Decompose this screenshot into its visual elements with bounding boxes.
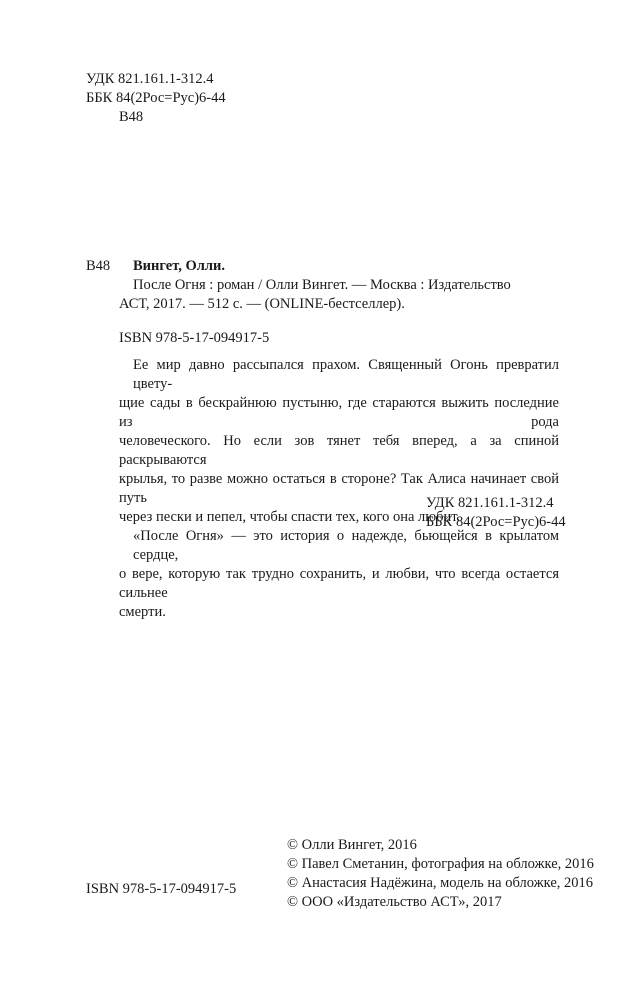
top-udk: УДК 821.161.1-312.4 — [86, 71, 214, 87]
annotation-p2-line: смерти. — [119, 604, 166, 620]
copyright-line: © Анастасия Надёжина, модель на обложке, 2016 — [287, 875, 594, 891]
record-author: Вингет, Олли. — [133, 258, 226, 274]
copyright-block — [287, 836, 594, 912]
copyright-line: © Павел Сметанин, фотография на обложке, 2016 — [287, 856, 594, 872]
annotation-p1-line: Ее мир давно рассыпался прахом. Священный Огонь превратил цвету- — [133, 357, 559, 392]
annotation-p1-line: человеческого. Но если зов тянет тебя вперед, а за спиной раскрываются — [119, 433, 559, 468]
copyright-line: © ООО «Издательство АСТ», 2017 — [287, 894, 502, 910]
record-title-line-2: АСТ, 2017. — 512 с. — (ONLINE-бестселлер). — [119, 296, 405, 312]
copyright-line: © Олли Вингет, 2016 — [287, 837, 417, 853]
bottom-codes — [426, 494, 566, 532]
top-bbk: ББК 84(2Рос=Рус)6-44 — [86, 90, 226, 106]
top-codes — [86, 70, 226, 127]
record-title-line-1: После Огня : роман / Олли Вингет. — Москва : Издательство — [133, 277, 511, 293]
footer-isbn: ISBN 978-5-17-094917-5 — [86, 881, 237, 897]
annotation-p1-line: щие сады в бескрайнюю пустыню, где стараются выжить последние из рода — [119, 395, 559, 430]
record-mark: В48 — [86, 258, 111, 274]
bibliographic-record — [119, 257, 511, 348]
annotation-p2-line: о вере, которую так трудно сохранить, и любви, что всегда остается сильнее — [119, 566, 559, 601]
annotation-p1-line: крылья, то разве можно остаться в стороне? Так Алиса начинает свой путь — [119, 471, 559, 506]
top-author-mark: В48 — [119, 109, 144, 125]
record-isbn: ISBN 978-5-17-094917-5 — [119, 330, 270, 346]
annotation — [119, 356, 559, 622]
annotation-p1-line: через пески и пепел, чтобы спасти тех, кого она любит. — [119, 509, 461, 525]
annotation-p2-line: «После Огня» — это история о надежде, бьющейся в крылатом сердце, — [133, 528, 559, 563]
bottom-bbk: ББК 84(2Рос=Рус)6-44 — [426, 514, 566, 530]
bottom-udk: УДК 821.161.1-312.4 — [426, 495, 554, 511]
